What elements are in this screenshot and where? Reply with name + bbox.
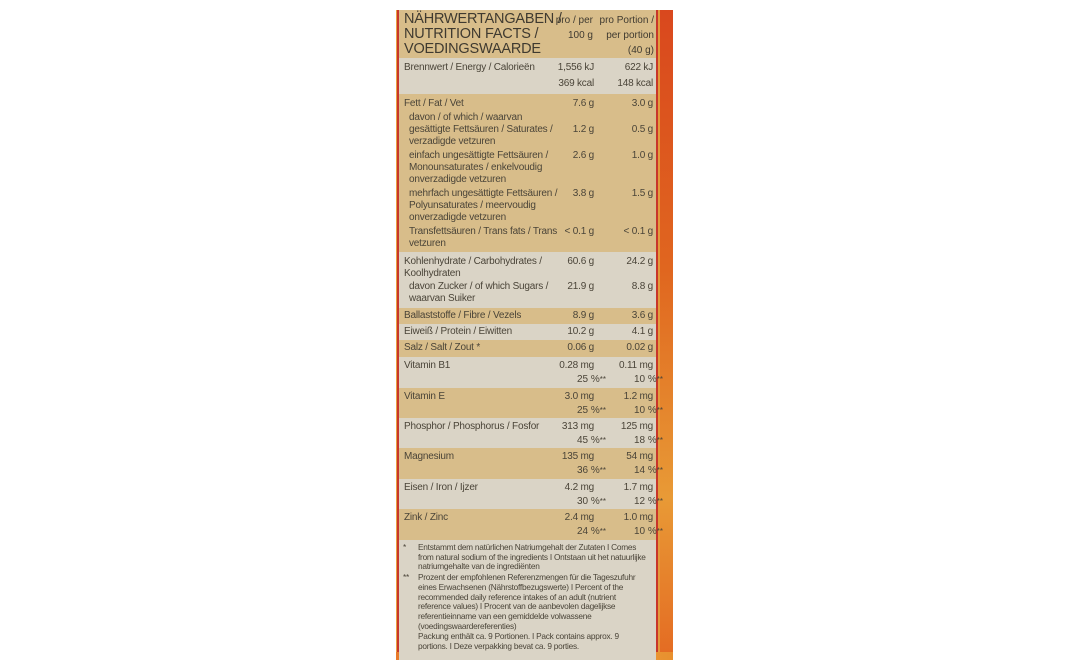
footnote-reference-intakes xyxy=(401,573,648,631)
label-line: davon Zucker / of which Sugars / xyxy=(409,281,549,292)
percent-value: 25 % xyxy=(576,405,600,416)
percent-value: 36 % xyxy=(576,465,600,476)
value-per-portion: 0.5 g xyxy=(631,124,653,135)
footnote-marker: ** xyxy=(599,375,606,384)
value-per-portion: 1.7 mg xyxy=(623,482,653,493)
row-label: Salz / Salt / Zout * xyxy=(404,342,481,353)
footnote-marker: ** xyxy=(656,527,663,536)
row-label: Phosphor / Phosphorus / Fosfor xyxy=(404,421,540,432)
footnote-portions xyxy=(401,632,648,651)
label-line: vetzuren xyxy=(409,238,446,249)
row-label-sugars xyxy=(409,281,548,305)
table-row-vitamin-e xyxy=(399,388,663,418)
row-label: Eiweiß / Protein / Eiwitten xyxy=(404,326,512,337)
percent-value: 14 % xyxy=(633,465,657,476)
table-row-fibre xyxy=(399,308,656,324)
value-per-portion: 54 mg xyxy=(626,451,653,462)
row-label: Vitamin E xyxy=(404,391,445,402)
value-per-100g: 2.6 g xyxy=(572,150,594,161)
value-per-100g: 8.9 g xyxy=(572,310,594,321)
value-line: 622 kJ xyxy=(624,62,653,73)
value-per-100g: 2.4 mg xyxy=(564,512,594,523)
value-per-portion: 1.5 g xyxy=(631,188,653,199)
value-per-portion: 8.8 g xyxy=(631,281,653,292)
value-per-100g: 135 mg xyxy=(561,451,594,462)
footnote-marker: ** xyxy=(599,436,606,445)
package-edge-stripe xyxy=(660,10,673,660)
percent-ri-per-portion xyxy=(634,374,663,386)
label-line: mehrfach ungesättigte Fettsäuren / xyxy=(409,188,558,199)
percent-value: 45 % xyxy=(576,435,600,446)
value-per-portion: 1.2 mg xyxy=(623,391,653,402)
label-line: Monounsaturates / enkelvoudig xyxy=(409,162,543,173)
value-per-portion: < 0.1 g xyxy=(623,226,653,237)
label-line: Transfettsäuren / Trans fats / Trans xyxy=(409,226,558,237)
value-per-100g: 1.2 g xyxy=(572,124,594,135)
title-line: NÄHRWERTANGABEN / xyxy=(404,11,562,27)
value-line: 1,556 kJ xyxy=(557,62,594,73)
footnote-marker: ** xyxy=(656,406,663,415)
footnote-marker: ** xyxy=(656,466,663,475)
footnote-sodium xyxy=(401,543,648,572)
percent-value: 10 % xyxy=(633,526,657,537)
label-line: davon / of which / waarvan xyxy=(409,112,523,123)
value-per-100g: 60.6 g xyxy=(567,256,594,267)
value-per-portion: 1.0 g xyxy=(631,150,653,161)
label-line: Kohlenhydrate / Carbohydrates / xyxy=(404,256,542,267)
column-header-per-portion xyxy=(592,13,654,58)
percent-ri-per-portion xyxy=(634,435,663,447)
value-per-100g: 313 mg xyxy=(561,421,594,432)
column-header-line: 100 g xyxy=(567,30,593,41)
value-per-100g: 0.06 g xyxy=(567,342,594,353)
footnote-marker: ** xyxy=(656,375,663,384)
value-line: 148 kcal xyxy=(617,78,653,89)
percent-ri-per-portion xyxy=(634,465,663,477)
value-per-portion: 3.6 g xyxy=(631,310,653,321)
value-per-portion: 1.0 mg xyxy=(623,512,653,523)
value-per-portion: 4.1 g xyxy=(631,326,653,337)
label-line: onverzadigde vetzuren xyxy=(409,174,506,185)
row-label: Ballaststoffe / Fibre / Vezels xyxy=(404,310,522,321)
column-header-line: per portion xyxy=(606,30,654,41)
value-line: 369 kcal xyxy=(558,78,594,89)
label-line: verzadigde vetzuren xyxy=(409,136,496,147)
percent-value: 30 % xyxy=(576,496,600,507)
value-per-portion: 0.02 g xyxy=(626,342,653,353)
table-row-group-fat xyxy=(399,94,656,252)
label-line: waarvan Suiker xyxy=(409,293,476,304)
percent-value: 25 % xyxy=(576,374,600,385)
percent-ri-per-100g xyxy=(577,405,606,417)
row-label-saturates xyxy=(409,112,553,148)
row-label: Vitamin B1 xyxy=(404,360,451,371)
table-row-group-carbohydrates xyxy=(399,252,656,308)
footnote-marker: ** xyxy=(599,497,606,506)
label-line: gesättigte Fettsäuren / Saturates / xyxy=(409,124,553,135)
table-row-phosphorus xyxy=(399,418,663,448)
row-label: Brennwert / Energy / Calorieën xyxy=(404,62,535,73)
footnote-marker: ** xyxy=(403,572,409,583)
value-per-portion: 0.11 mg xyxy=(619,360,653,371)
label-line: einfach ungesättigte Fettsäuren / xyxy=(409,150,549,161)
footnote-marker: ** xyxy=(599,406,606,415)
footnote-marker: ** xyxy=(599,466,606,475)
title-line: VOEDINGSWAARDE xyxy=(404,41,541,57)
percent-ri-per-portion xyxy=(634,405,663,417)
footnote-marker: ** xyxy=(656,497,663,506)
footnote-marker: * xyxy=(403,542,406,552)
nutrition-facts-table xyxy=(397,10,663,652)
footnote-text: Entstammt dem natürlichen Natriumgehalt der Zutaten I Comes from natural sodium of the ingredients I Ontstaan uit het natuurlijke natriumgehalte van de ingrediënten xyxy=(418,542,646,572)
value-per-100g: 0.28 mg xyxy=(559,360,594,371)
label-line: Polyunsaturates / meervoudig xyxy=(409,200,536,211)
percent-value: 18 % xyxy=(633,435,657,446)
value-per-portion: 3.0 g xyxy=(631,98,653,109)
value-per-portion: 24.2 g xyxy=(626,256,653,267)
table-row-protein xyxy=(399,324,656,340)
value-per-100g xyxy=(534,62,594,90)
percent-value: 12 % xyxy=(633,496,657,507)
footnote-marker: ** xyxy=(599,527,606,536)
table-row-salt xyxy=(399,340,656,357)
table-row-vitamin-b1 xyxy=(399,357,663,388)
percent-ri-per-100g xyxy=(577,465,606,477)
percent-value: 10 % xyxy=(633,405,657,416)
percent-ri-per-100g xyxy=(577,435,606,447)
column-header-per-100g xyxy=(533,13,593,43)
percent-ri-per-100g xyxy=(577,496,606,508)
value-per-100g: 7.6 g xyxy=(572,98,594,109)
percent-ri-per-100g xyxy=(577,374,606,386)
row-label: Eisen / Iron / Ijzer xyxy=(404,482,478,493)
footnote-marker: ** xyxy=(656,436,663,445)
percent-ri-per-portion xyxy=(634,526,663,538)
value-per-100g: 4.2 mg xyxy=(564,482,594,493)
value-per-100g: 21.9 g xyxy=(567,281,594,292)
row-label: Magnesium xyxy=(404,451,454,462)
column-header-line: pro Portion / xyxy=(599,15,654,26)
row-label: Zink / Zinc xyxy=(404,512,448,523)
row-label: Fett / Fat / Vet xyxy=(404,98,464,109)
row-label-monounsaturates xyxy=(409,150,548,186)
value-per-100g: 3.8 g xyxy=(572,188,594,199)
row-label-carbohydrates xyxy=(404,256,542,280)
value-per-100g: 10.2 g xyxy=(567,326,594,337)
value-per-100g: < 0.1 g xyxy=(564,226,594,237)
table-row-zinc xyxy=(399,509,663,540)
column-header-line: pro / per xyxy=(555,15,593,26)
table-header xyxy=(399,10,656,58)
percent-ri-per-portion xyxy=(634,496,663,508)
percent-value: 10 % xyxy=(633,374,657,385)
label-line: Koolhydraten xyxy=(404,268,461,279)
value-per-portion xyxy=(597,62,653,90)
table-row-energy xyxy=(399,58,656,94)
footnotes xyxy=(399,540,656,660)
title-line: NUTRITION FACTS / xyxy=(404,26,539,42)
percent-ri-per-100g xyxy=(577,526,606,538)
table-row-iron xyxy=(399,479,663,509)
column-header-line: (40 g) xyxy=(627,45,654,56)
table-row-magnesium xyxy=(399,448,663,479)
value-per-100g: 3.0 mg xyxy=(564,391,594,402)
footnote-text: Packung enthält ca. 9 Portionen. I Pack contains approx. 9 portions. I Deze verpakking bevat ca. 9 porties. xyxy=(418,631,619,652)
label-line: onverzadigde vetzuren xyxy=(409,212,506,223)
value-per-portion: 125 mg xyxy=(620,421,653,432)
footnote-text: Prozent der empfohlenen Referenzmengen für die Tageszufuhr eines Erwachsenen (Nährstoffbezugswerte) I Percent of the recommended daily reference intakes of an adult (nutrient reference values) I Procent van de aanbevolen dagelijkse referentieinname van een gemiddelde volwassene (voedingswaardereferenties) xyxy=(418,572,636,631)
percent-value: 24 % xyxy=(576,526,600,537)
